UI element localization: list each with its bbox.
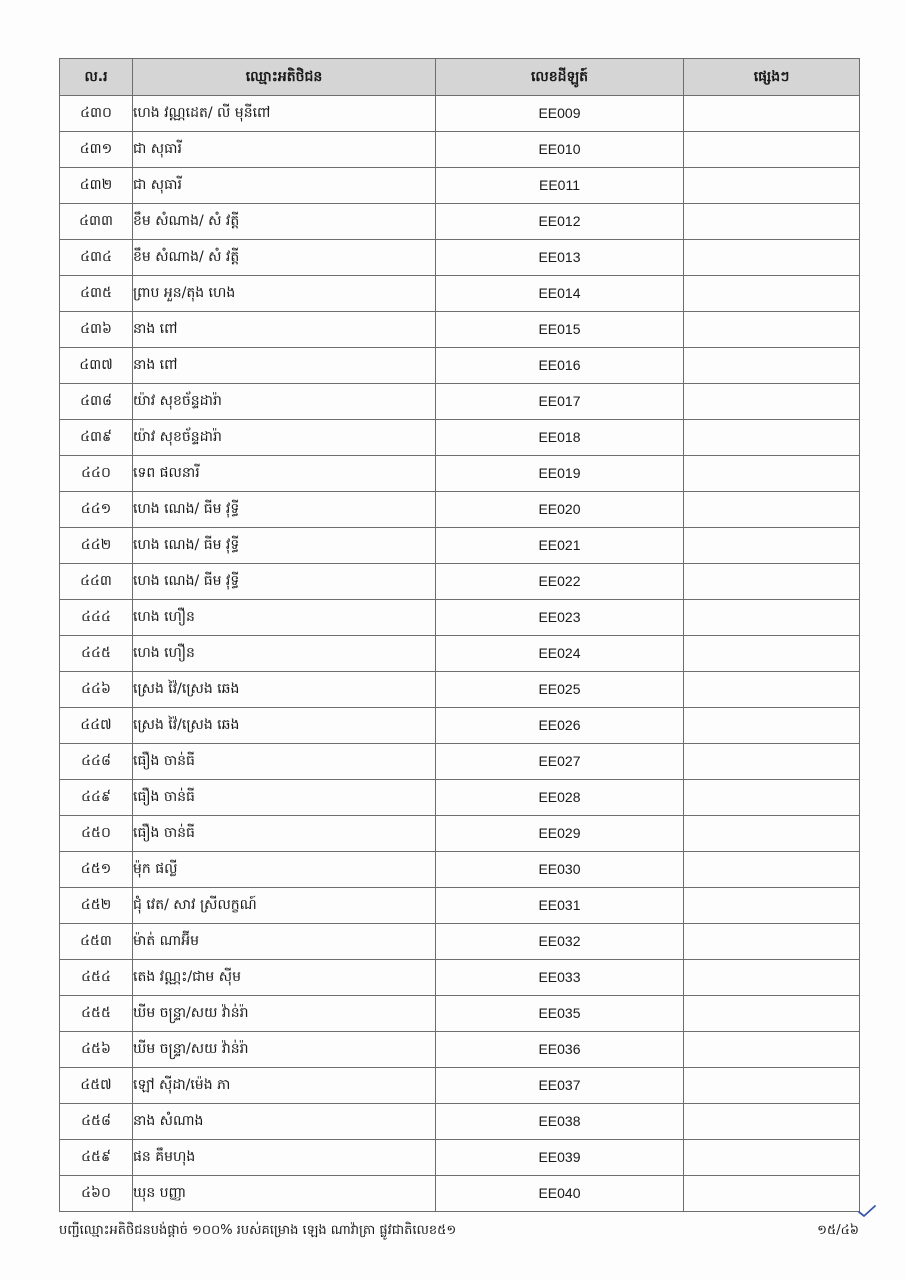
table-row — [60, 240, 860, 276]
row-number: ៤៣៧ — [60, 348, 133, 384]
lot-number: EE012 — [436, 204, 684, 240]
row-number: ៤៣២ — [60, 168, 133, 204]
customer-name: ធឿង ចាន់ធី — [133, 744, 436, 780]
row-number: ៤៥២ — [60, 888, 133, 924]
other-note — [684, 924, 860, 960]
customer-name: ធឿង ចាន់ធី — [133, 816, 436, 852]
table-row — [60, 96, 860, 132]
footer-caption: បញ្ជីឈ្មោះអតិថិជនបង់ផ្តាច់ ១០០% របស់គម្រោង ឡេង ណាវ៉ាត្រា ផ្លូវជាតិលេខ៥១ — [59, 1223, 457, 1238]
lot-number: EE037 — [436, 1068, 684, 1104]
customer-name: ទេព ផលនារី — [133, 456, 436, 492]
lot-number: EE029 — [436, 816, 684, 852]
customer-name: ជា សុធារី — [133, 168, 436, 204]
other-note — [684, 96, 860, 132]
table-row — [60, 492, 860, 528]
other-note — [684, 312, 860, 348]
customer-name: នាង ពៅ — [133, 348, 436, 384]
customer-name: យ៉ាវ សុខច័ន្ទដារ៉ា — [133, 420, 436, 456]
lot-number: EE036 — [436, 1032, 684, 1068]
customer-name: ហេង វណ្ណដេត/ លី មុនីពៅ — [133, 96, 436, 132]
row-number: ៤៥៩ — [60, 1140, 133, 1176]
row-number: ៤៥៥ — [60, 996, 133, 1032]
customer-name: ហេង ហឿន — [133, 636, 436, 672]
other-note — [684, 1140, 860, 1176]
header-other: ផ្សេងៗ — [684, 59, 860, 96]
table-row — [60, 1032, 860, 1068]
table-row — [60, 204, 860, 240]
table-row — [60, 276, 860, 312]
row-number: ៤៣០ — [60, 96, 133, 132]
row-number: ៤៤៨ — [60, 744, 133, 780]
lot-number: EE010 — [436, 132, 684, 168]
lot-number: EE035 — [436, 996, 684, 1032]
row-number: ៤៤៤ — [60, 600, 133, 636]
lot-number: EE020 — [436, 492, 684, 528]
row-number: ៤៤១ — [60, 492, 133, 528]
table-row — [60, 636, 860, 672]
other-note — [684, 276, 860, 312]
other-note — [684, 852, 860, 888]
customer-name: ខឹម សំណាង/ សំ វត្តី — [133, 240, 436, 276]
customer-name: ផន គឹមហុង — [133, 1140, 436, 1176]
customer-name: ម៉ាត់ ណាអ៊ីម — [133, 924, 436, 960]
customer-name: នាង សំណាង — [133, 1104, 436, 1140]
table-row — [60, 600, 860, 636]
lot-number: EE019 — [436, 456, 684, 492]
other-note — [684, 744, 860, 780]
row-number: ៤៤៦ — [60, 672, 133, 708]
row-number: ៤៥០ — [60, 816, 133, 852]
other-note — [684, 528, 860, 564]
table-row — [60, 384, 860, 420]
other-note — [684, 204, 860, 240]
table-row — [60, 132, 860, 168]
lot-number: EE017 — [436, 384, 684, 420]
row-number: ៤៣៦ — [60, 312, 133, 348]
other-note — [684, 888, 860, 924]
table-row — [60, 312, 860, 348]
lot-number: EE031 — [436, 888, 684, 924]
customer-name: ជុំ វេត/ សាវ ស្រីលក្ខណ៍ — [133, 888, 436, 924]
lot-number: EE009 — [436, 96, 684, 132]
row-number: ៤៣៨ — [60, 384, 133, 420]
table-row — [60, 456, 860, 492]
row-number: ៤៣៤ — [60, 240, 133, 276]
customer-name: ហេង ហឿន — [133, 600, 436, 636]
row-number: ៤៤៩ — [60, 780, 133, 816]
customer-name: ជា សុធារី — [133, 132, 436, 168]
lot-number: EE025 — [436, 672, 684, 708]
row-number: ៤៥៧ — [60, 1068, 133, 1104]
row-number: ៤៥៦ — [60, 1032, 133, 1068]
other-note — [684, 240, 860, 276]
customer-name: ឃីម ចន្ទ្រា/សយ វ៉ាន់រ៉ា — [133, 996, 436, 1032]
table-row — [60, 564, 860, 600]
lot-number: EE024 — [436, 636, 684, 672]
lot-number: EE030 — [436, 852, 684, 888]
lot-number: EE018 — [436, 420, 684, 456]
row-number: ៤៥៨ — [60, 1104, 133, 1140]
customer-name: ឃុន បញ្ញា — [133, 1176, 436, 1212]
other-note — [684, 1176, 860, 1212]
other-note — [684, 420, 860, 456]
row-number: ៤៥៤ — [60, 960, 133, 996]
row-number: ៤៣៣ — [60, 204, 133, 240]
lot-number: EE027 — [436, 744, 684, 780]
customer-name: ឃីម ចន្ទ្រា/សយ វ៉ាន់រ៉ា — [133, 1032, 436, 1068]
header-lot-number: លេខដីឡូត៍ — [436, 59, 684, 96]
table-row — [60, 1068, 860, 1104]
table-row — [60, 1140, 860, 1176]
other-note — [684, 132, 860, 168]
customer-name: ហេង ណេង/ ធីម វុទ្ធី — [133, 492, 436, 528]
lot-number: EE040 — [436, 1176, 684, 1212]
table-row — [60, 168, 860, 204]
table-row — [60, 708, 860, 744]
other-note — [684, 636, 860, 672]
lot-number: EE033 — [436, 960, 684, 996]
table-row — [60, 348, 860, 384]
table-row — [60, 996, 860, 1032]
lot-number: EE014 — [436, 276, 684, 312]
other-note — [684, 1104, 860, 1140]
row-number: ៤៦០ — [60, 1176, 133, 1212]
table-row — [60, 744, 860, 780]
other-note — [684, 600, 860, 636]
table-header-row — [60, 59, 860, 96]
lot-number: EE038 — [436, 1104, 684, 1140]
row-number: ៤៤៥ — [60, 636, 133, 672]
row-number: ៤៥១ — [60, 852, 133, 888]
customer-name: ព្រាប អួន/តុង ហេង — [133, 276, 436, 312]
customer-name: ឡៅ ស៊ីដា/ម៉េង ភា — [133, 1068, 436, 1104]
table-row — [60, 924, 860, 960]
table-row — [60, 672, 860, 708]
other-note — [684, 456, 860, 492]
customer-name: ម៉ុក ផល្លី — [133, 852, 436, 888]
lot-number: EE039 — [436, 1140, 684, 1176]
checkmark-icon — [857, 1203, 877, 1219]
customer-name: ហេង ណេង/ ធីម វុទ្ធី — [133, 528, 436, 564]
customer-name: តេង វណ្ណះ/ជាម ស៊ីម — [133, 960, 436, 996]
lot-number: EE013 — [436, 240, 684, 276]
row-number: ៤៥៣ — [60, 924, 133, 960]
lot-number: EE011 — [436, 168, 684, 204]
table-row — [60, 528, 860, 564]
lot-number: EE016 — [436, 348, 684, 384]
table-row — [60, 1176, 860, 1212]
header-number: ល.រ — [60, 59, 133, 96]
customer-table — [59, 58, 860, 1212]
lot-number: EE026 — [436, 708, 684, 744]
other-note — [684, 672, 860, 708]
table-row — [60, 960, 860, 996]
other-note — [684, 564, 860, 600]
table-row — [60, 1104, 860, 1140]
lot-number: EE015 — [436, 312, 684, 348]
lot-number: EE032 — [436, 924, 684, 960]
other-note — [684, 816, 860, 852]
customer-name: ហេង ណេង/ ធីម វុទ្ធី — [133, 564, 436, 600]
customer-name: នាង ពៅ — [133, 312, 436, 348]
other-note — [684, 168, 860, 204]
table-row — [60, 888, 860, 924]
customer-name: ស្រេង វ៉ៃ/ស្រេង ឆេង — [133, 708, 436, 744]
customer-name: យ៉ាវ សុខច័ន្ទដារ៉ា — [133, 384, 436, 420]
other-note — [684, 348, 860, 384]
customer-name: ស្រេង វ៉ៃ/ស្រេង ឆេង — [133, 672, 436, 708]
row-number: ៤៤៧ — [60, 708, 133, 744]
row-number: ៤៣១ — [60, 132, 133, 168]
other-note — [684, 960, 860, 996]
row-number: ៤៤២ — [60, 528, 133, 564]
table-row — [60, 816, 860, 852]
other-note — [684, 1068, 860, 1104]
lot-number: EE022 — [436, 564, 684, 600]
table-row — [60, 780, 860, 816]
lot-number: EE023 — [436, 600, 684, 636]
table-row — [60, 420, 860, 456]
customer-name: ខឹម សំណាង/ សំ វត្តី — [133, 204, 436, 240]
lot-number: EE021 — [436, 528, 684, 564]
row-number: ៤៤៣ — [60, 564, 133, 600]
header-customer-name: ឈ្មោះអតិថិជន — [133, 59, 436, 96]
row-number: ៤៣៥ — [60, 276, 133, 312]
other-note — [684, 384, 860, 420]
page-number: ១៥/៤៦ — [817, 1223, 859, 1238]
other-note — [684, 1032, 860, 1068]
customer-name: ធឿង ចាន់ធី — [133, 780, 436, 816]
other-note — [684, 780, 860, 816]
table-row — [60, 852, 860, 888]
row-number: ៤៣៩ — [60, 420, 133, 456]
other-note — [684, 996, 860, 1032]
lot-number: EE028 — [436, 780, 684, 816]
other-note — [684, 708, 860, 744]
other-note — [684, 492, 860, 528]
row-number: ៤៤០ — [60, 456, 133, 492]
